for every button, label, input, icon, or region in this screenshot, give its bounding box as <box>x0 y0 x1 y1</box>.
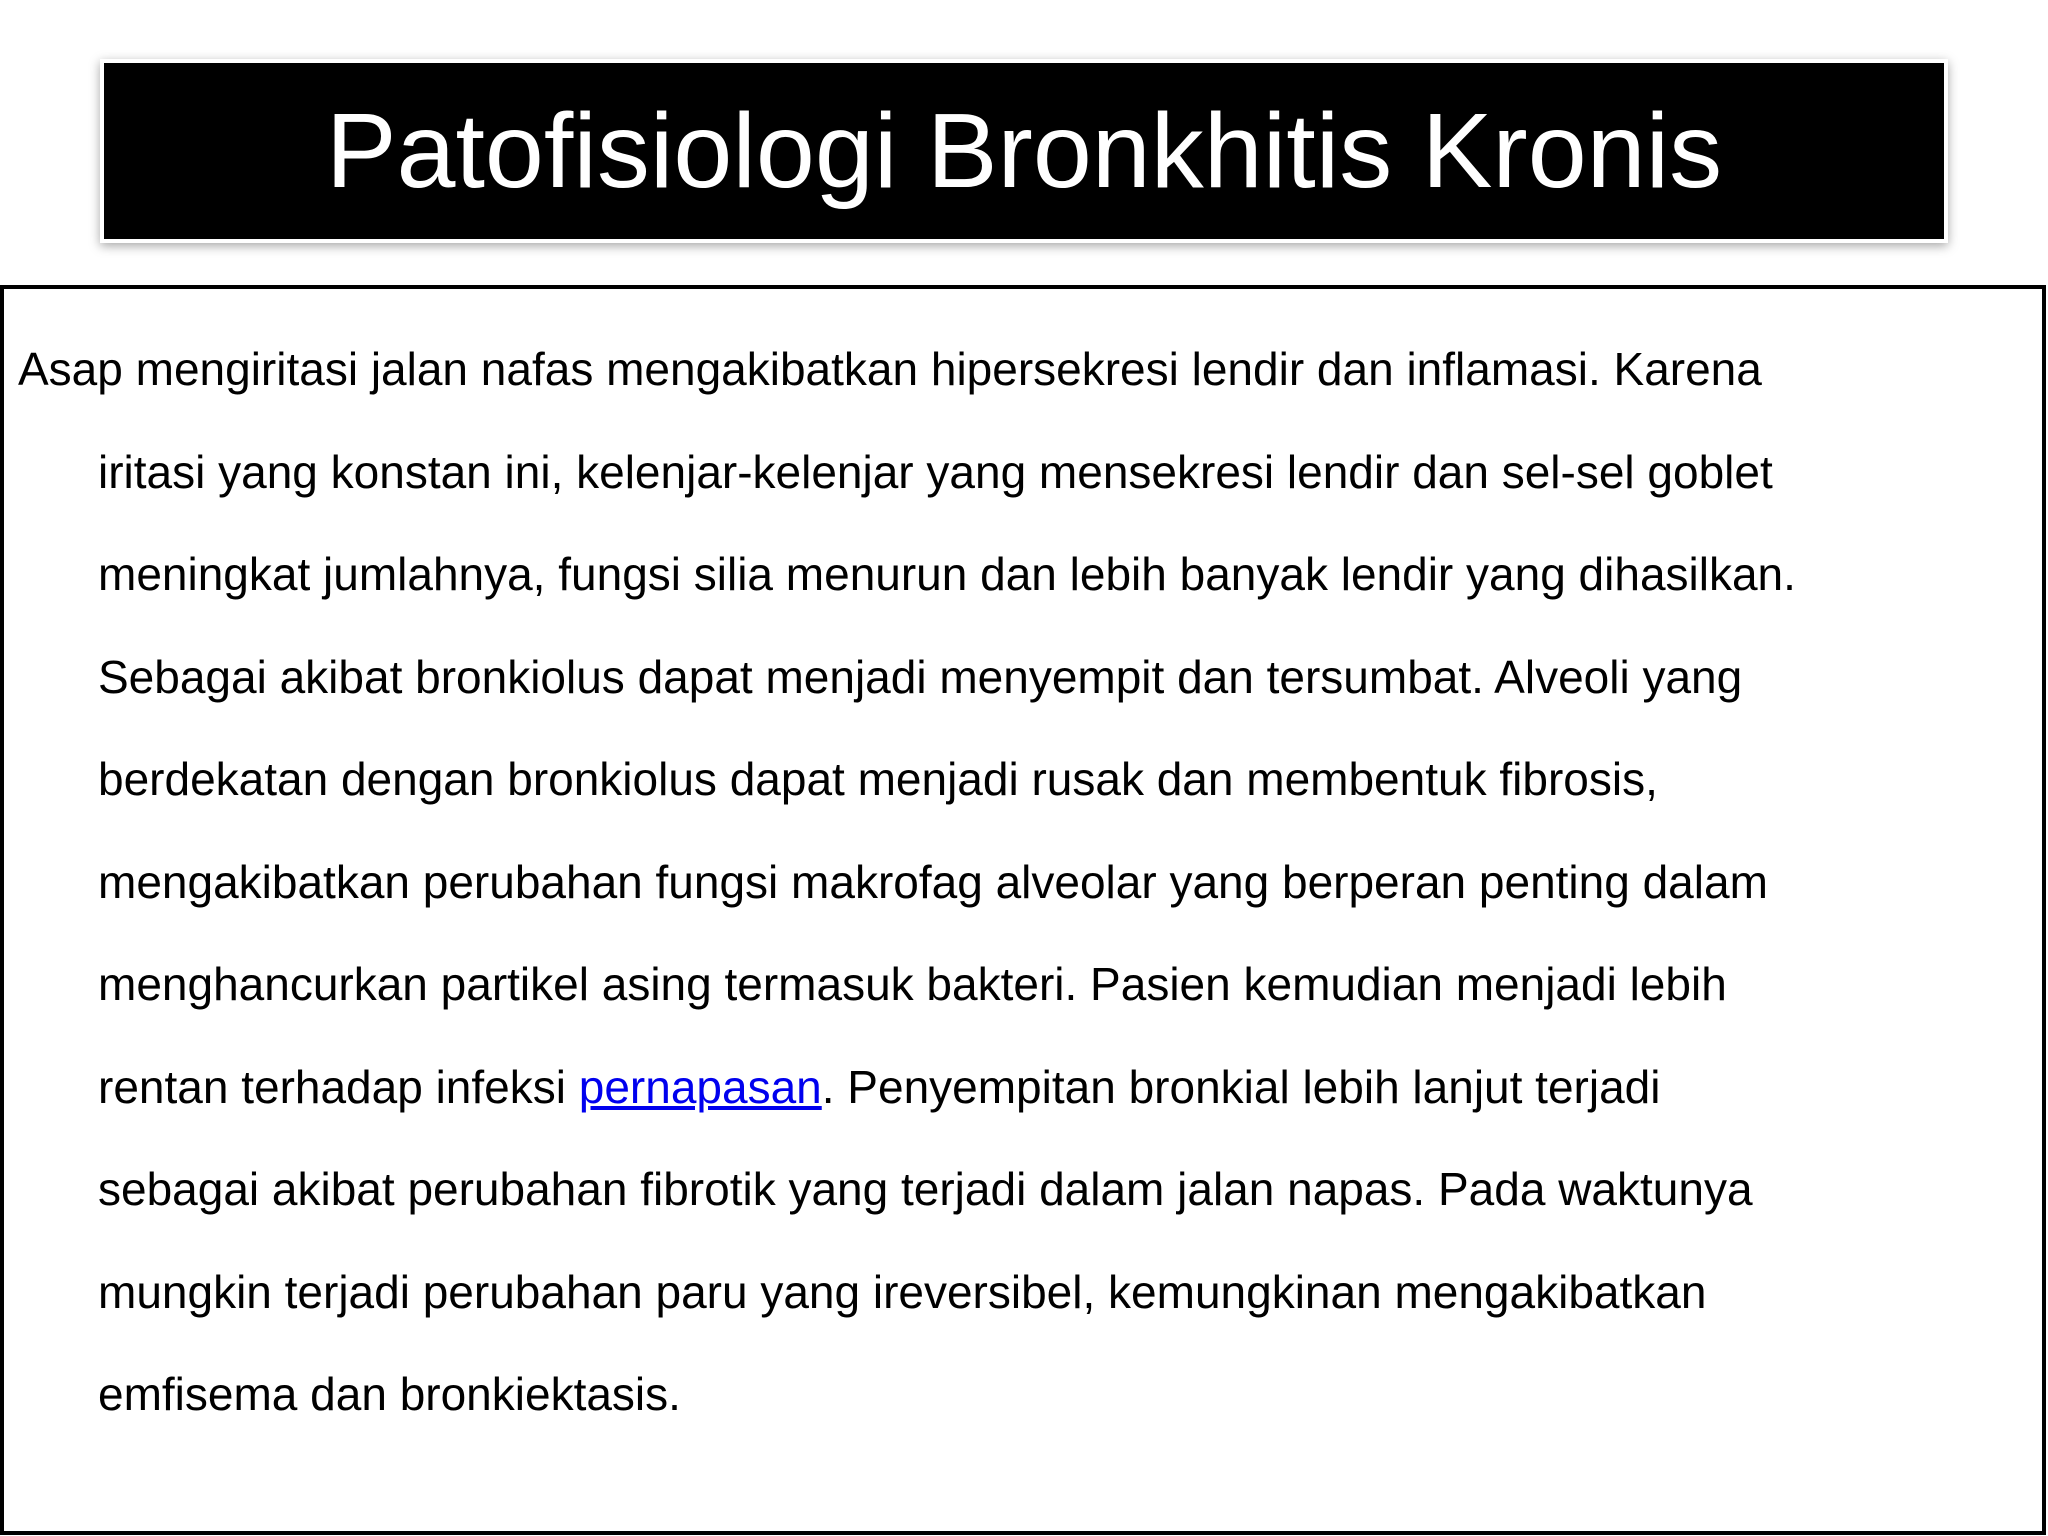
paragraph-line-4: Sebagai akibat bronkiolus dapat menjadi menyempit dan tersumbat. Alveoli yang <box>98 650 1743 703</box>
pernapasan-link[interactable]: pernapasan <box>578 1060 822 1113</box>
line-8-text-before: rentan terhadap infeksi <box>98 1060 579 1113</box>
paragraph-line-10: mungkin terjadi perubahan paru yang ireversibel, kemungkinan mengakibatkan <box>98 1265 1707 1318</box>
paragraph-line-1: Asap mengiritasi jalan nafas mengakibatkan hipersekresi lendir dan inflamasi. Karena <box>18 343 1762 395</box>
paragraph-line-6: mengakibatkan perubahan fungsi makrofag alveolar yang berperan penting dalam <box>98 855 1768 908</box>
paragraph-line-7: menghancurkan partikel asing termasuk bakteri. Pasien kemudian menjadi lebih <box>98 958 1727 1010</box>
paragraph-line-11: emfisema dan bronkiektasis. <box>98 1368 681 1420</box>
paragraph-line-2: iritasi yang konstan ini, kelenjar-kelenjar yang mensekresi lendir dan sel-sel goblet <box>98 445 1773 498</box>
slide-title: Patofisiologi Bronkhitis Kronis <box>325 92 1723 210</box>
paragraph-line-9: sebagai akibat perubahan fibrotik yang terjadi dalam jalan napas. Pada waktunya <box>98 1163 1753 1215</box>
title-bar <box>104 63 1944 239</box>
paragraph-line-8 <box>18 1036 2038 1139</box>
paragraph-line-3: meningkat jumlahnya, fungsi silia menurun dan lebih banyak lendir yang dihasilkan. <box>98 548 1796 600</box>
paragraph-line-5: berdekatan dengan bronkiolus dapat menjadi rusak dan membentuk fibrosis, <box>98 753 1658 805</box>
body-paragraph <box>18 318 2038 1446</box>
line-8-text-after: . Penyempitan bronkial lebih lanjut terjadi <box>821 1060 1661 1113</box>
